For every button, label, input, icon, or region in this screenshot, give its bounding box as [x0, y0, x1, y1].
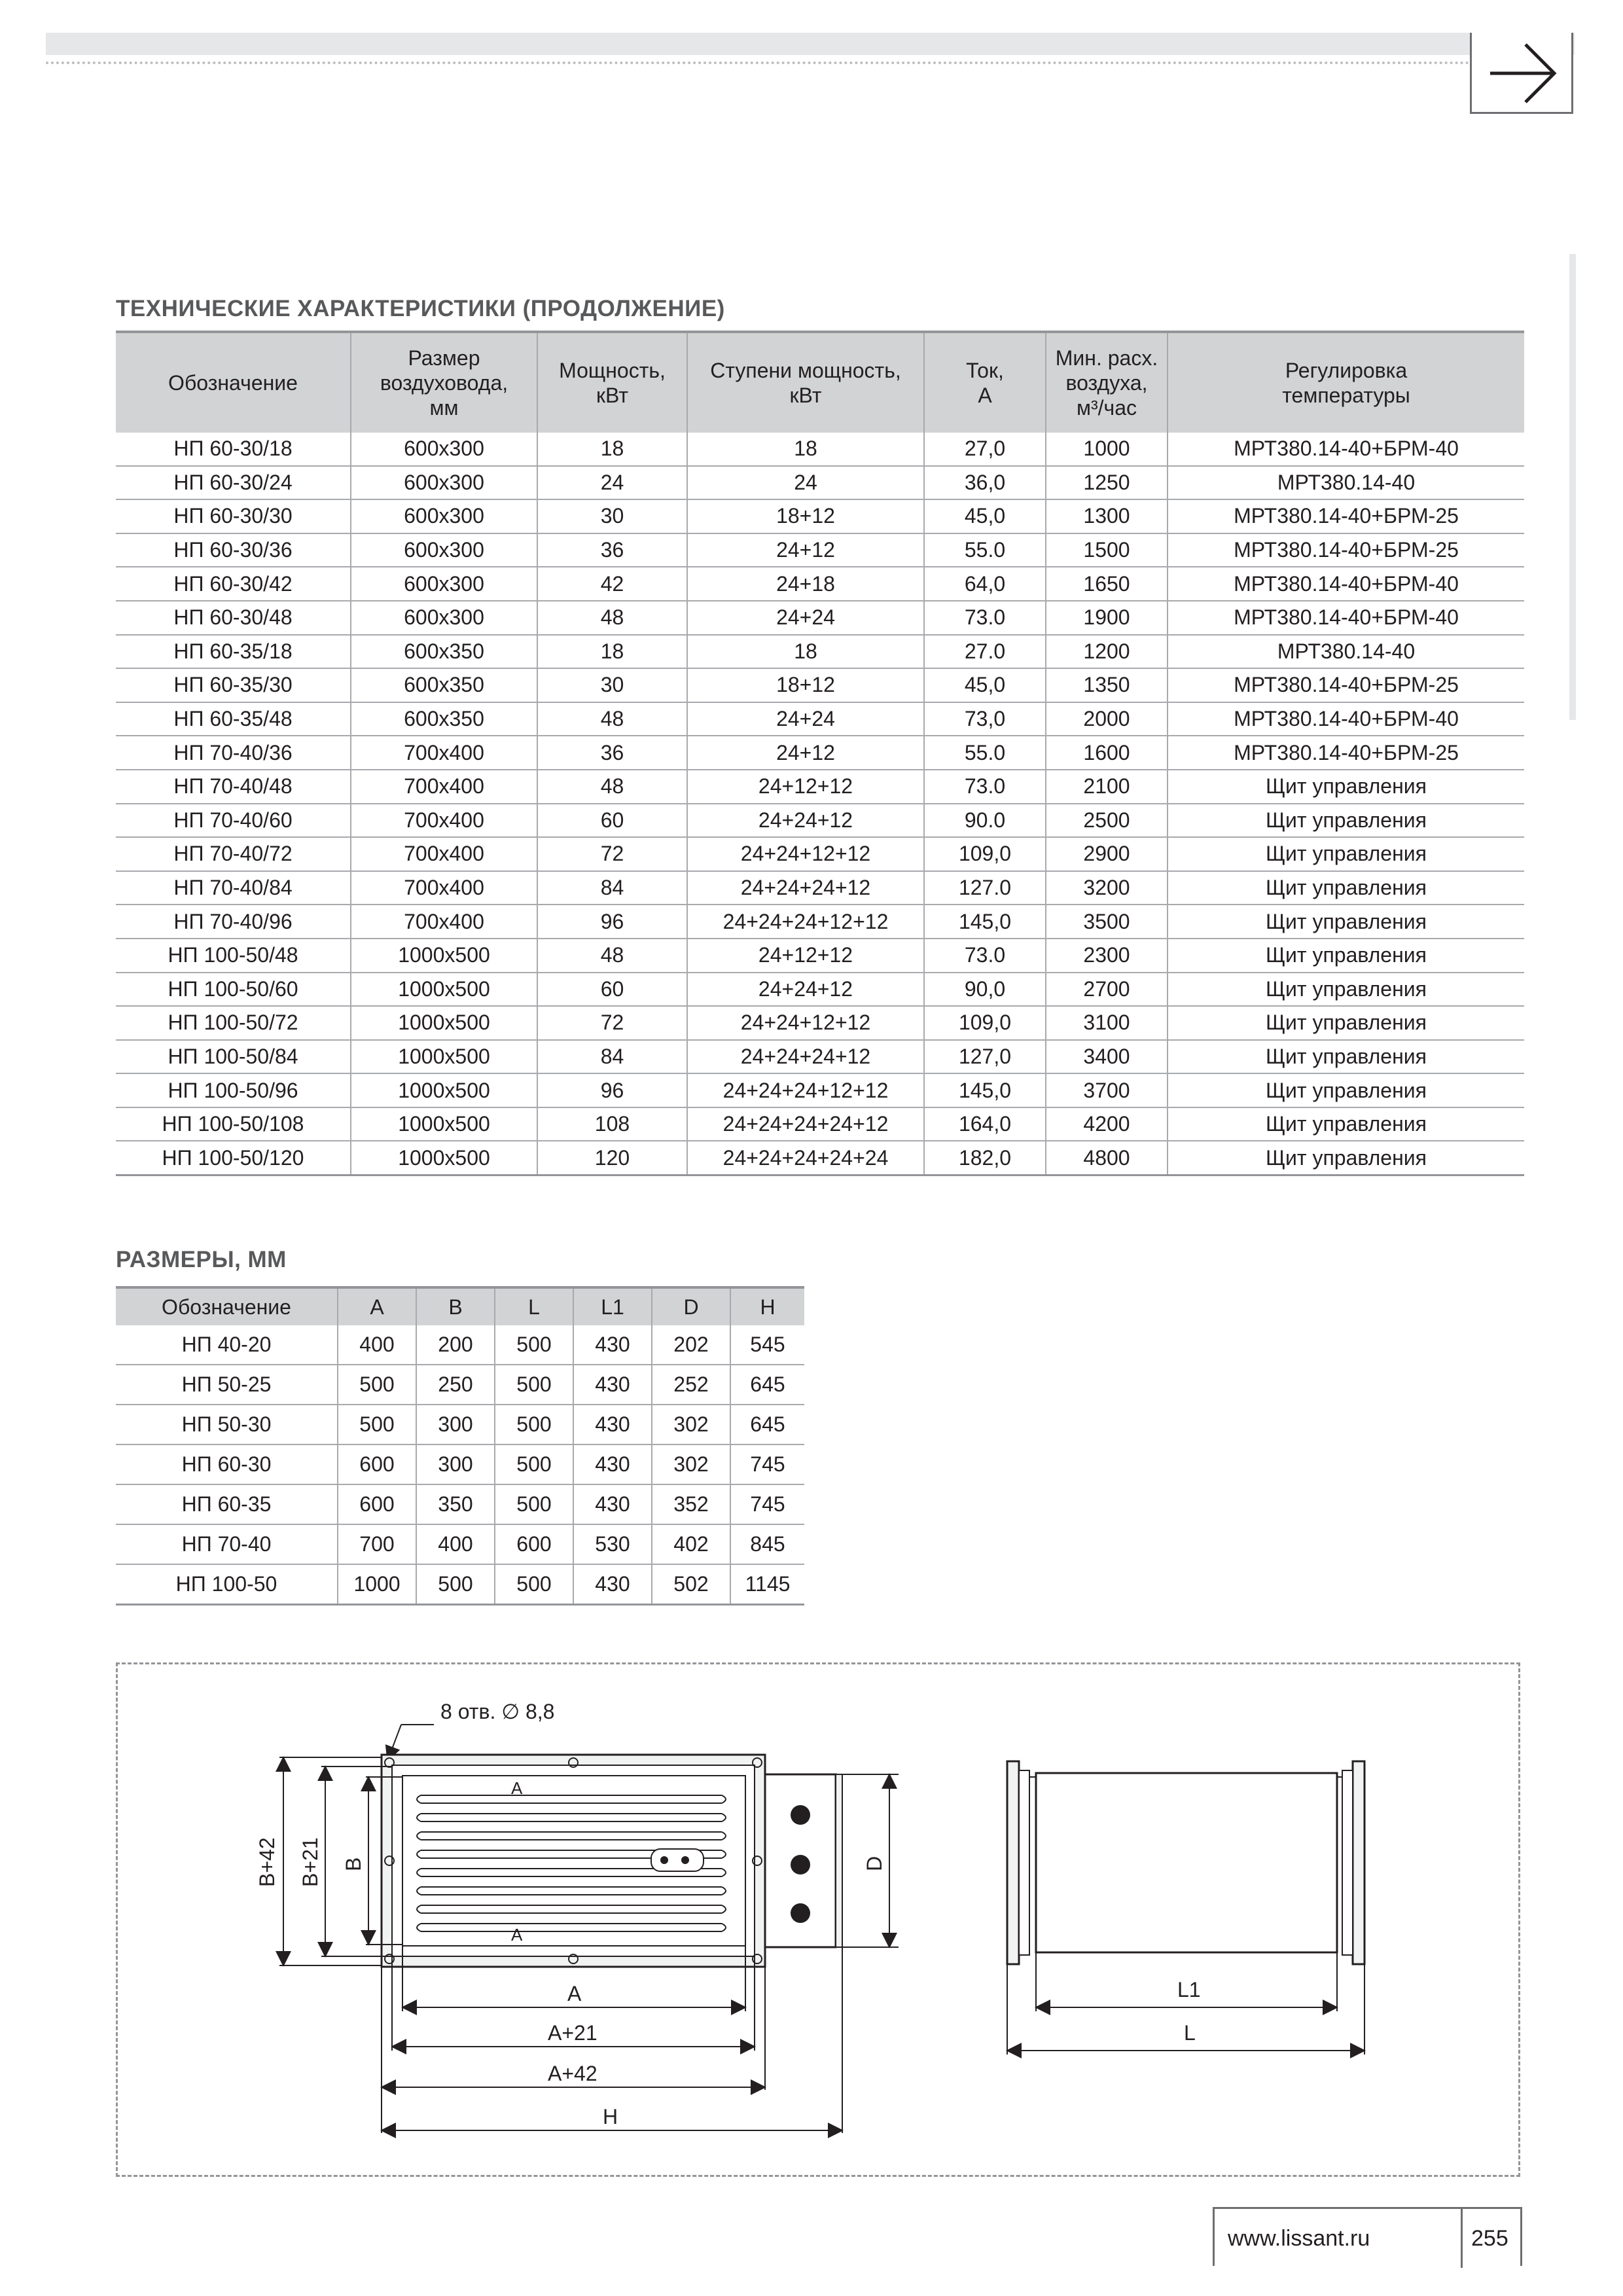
- heater-front-view: [382, 1755, 842, 1967]
- column-header-line: Размер: [408, 346, 480, 370]
- table-cell: НП 50-25: [116, 1365, 338, 1405]
- table-cell: НП 100-50/120: [116, 1141, 351, 1175]
- table-cell: 430: [573, 1405, 652, 1444]
- table-cell: 48: [537, 601, 687, 635]
- table-cell: Щит управления: [1168, 804, 1524, 838]
- table-cell: 1200: [1046, 635, 1168, 669]
- table-cell: 24+12: [687, 533, 924, 567]
- table-cell: 60: [537, 973, 687, 1007]
- column-header: A: [338, 1287, 416, 1325]
- table-cell: 3700: [1046, 1073, 1168, 1107]
- dim-label-l: L: [1184, 2021, 1196, 2045]
- table-cell: Щит управления: [1168, 871, 1524, 905]
- table-cell: 700x400: [351, 837, 537, 871]
- table-cell: 73.0: [924, 770, 1046, 804]
- table-row: [116, 905, 1524, 939]
- table-cell: 18: [687, 635, 924, 669]
- page-footer: [1213, 2207, 1522, 2266]
- dim-label-b21: B+21: [298, 1837, 322, 1887]
- website-link[interactable]: www.lissant.ru: [1228, 2226, 1370, 2251]
- table-cell: 30: [537, 499, 687, 533]
- table-cell: НП 50-30: [116, 1405, 338, 1444]
- table-row: [116, 1325, 804, 1365]
- table-cell: 90,0: [924, 973, 1046, 1007]
- table-cell: Щит управления: [1168, 1040, 1524, 1074]
- table-cell: 24+24+24+24+24: [687, 1141, 924, 1175]
- column-header-line: Мощность,: [559, 359, 666, 382]
- table-cell: 18+12: [687, 499, 924, 533]
- table-row: [116, 871, 1524, 905]
- table-cell: 24+24: [687, 601, 924, 635]
- table-cell: Щит управления: [1168, 939, 1524, 973]
- table-cell: 430: [573, 1325, 652, 1365]
- table-cell: 72: [537, 837, 687, 871]
- table-cell: 3100: [1046, 1006, 1168, 1040]
- table-cell: НП 60-30/24: [116, 466, 351, 500]
- table-cell: НП 60-35/18: [116, 635, 351, 669]
- table-cell: 745: [730, 1484, 804, 1524]
- table-cell: 600x350: [351, 702, 537, 736]
- table-cell: 45,0: [924, 668, 1046, 702]
- table-cell: Щит управления: [1168, 837, 1524, 871]
- column-header-line: мм: [429, 396, 459, 420]
- table-cell: НП 100-50/60: [116, 973, 351, 1007]
- table-cell: МРТ380.14-40: [1168, 466, 1524, 500]
- table-cell: 1145: [730, 1564, 804, 1605]
- table-cell: 27.0: [924, 635, 1046, 669]
- table-cell: 700x400: [351, 804, 537, 838]
- column-header: [116, 332, 351, 433]
- table-cell: 545: [730, 1325, 804, 1365]
- table-cell: МРТ380.14-40+БРМ-40: [1168, 567, 1524, 601]
- table-cell: 73.0: [924, 601, 1046, 635]
- table-cell: 18: [537, 433, 687, 466]
- table-cell: 402: [652, 1524, 730, 1564]
- table-row: [116, 533, 1524, 567]
- header-bar: [46, 33, 1575, 55]
- table-cell: 500: [495, 1365, 573, 1405]
- table-cell: Щит управления: [1168, 1006, 1524, 1040]
- table-cell: 600x300: [351, 601, 537, 635]
- column-header: [351, 332, 537, 433]
- holes-label: 8 отв. ∅ 8,8: [440, 1700, 555, 1723]
- table-cell: 24+24: [687, 702, 924, 736]
- table-cell: 845: [730, 1524, 804, 1564]
- table-cell: 24+24+24+24+12: [687, 1107, 924, 1141]
- table-cell: Щит управления: [1168, 973, 1524, 1007]
- table-cell: 1350: [1046, 668, 1168, 702]
- tech-table-title: ТЕХНИЧЕСКИЕ ХАРАКТЕРИСТИКИ (ПРОДОЛЖЕНИЕ): [116, 296, 725, 321]
- dims-table-title: РАЗМЕРЫ, ММ: [116, 1247, 287, 1272]
- table-cell: 600x300: [351, 567, 537, 601]
- table-cell: 1900: [1046, 601, 1168, 635]
- table-cell: МРТ380.14-40+БРМ-40: [1168, 433, 1524, 466]
- table-cell: 700x400: [351, 871, 537, 905]
- column-header: L1: [573, 1287, 652, 1325]
- column-header: H: [730, 1287, 804, 1325]
- table-cell: 1650: [1046, 567, 1168, 601]
- table-cell: 24+24+12: [687, 804, 924, 838]
- table-row: [116, 1484, 804, 1524]
- table-cell: НП 60-30: [116, 1444, 338, 1484]
- table-cell: 300: [416, 1405, 495, 1444]
- table-cell: МРТ380.14-40+БРМ-25: [1168, 499, 1524, 533]
- table-cell: 600x300: [351, 533, 537, 567]
- table-header-row: [116, 332, 1524, 433]
- table-cell: 3200: [1046, 871, 1168, 905]
- table-cell: 84: [537, 871, 687, 905]
- table-cell: 120: [537, 1141, 687, 1175]
- table-cell: 127,0: [924, 1040, 1046, 1074]
- table-cell: 2900: [1046, 837, 1168, 871]
- table-row: [116, 499, 1524, 533]
- dim-label-a42: A+42: [548, 2062, 597, 2085]
- table-cell: 300: [416, 1444, 495, 1484]
- table-cell: 645: [730, 1405, 804, 1444]
- page-number: 255: [1471, 2226, 1508, 2251]
- table-cell: 24+24+12+12: [687, 1006, 924, 1040]
- table-cell: НП 100-50/108: [116, 1107, 351, 1141]
- table-row: [116, 668, 1524, 702]
- table-cell: 24+12+12: [687, 770, 924, 804]
- dim-label-b: B: [342, 1857, 365, 1871]
- table-cell: 1000: [338, 1564, 416, 1605]
- table-cell: 96: [537, 905, 687, 939]
- table-cell: 700x400: [351, 736, 537, 770]
- table-row: [116, 1107, 1524, 1141]
- table-cell: 2500: [1046, 804, 1168, 838]
- table-cell: 250: [416, 1365, 495, 1405]
- table-cell: Щит управления: [1168, 1107, 1524, 1141]
- table-cell: Щит управления: [1168, 1073, 1524, 1107]
- table-cell: НП 60-30/42: [116, 567, 351, 601]
- table-row: [116, 635, 1524, 669]
- technical-drawing-frame: [116, 1662, 1520, 2177]
- heater-side-view: [1007, 1761, 1364, 1964]
- table-cell: 2300: [1046, 939, 1168, 973]
- table-row: [116, 1524, 804, 1564]
- table-cell: 430: [573, 1484, 652, 1524]
- table-cell: НП 60-30/48: [116, 601, 351, 635]
- table-cell: НП 70-40/60: [116, 804, 351, 838]
- table-cell: 500: [416, 1564, 495, 1605]
- column-header-line: Обозначение: [168, 371, 298, 395]
- table-cell: 1300: [1046, 499, 1168, 533]
- column-header-line: Ток,: [966, 359, 1004, 382]
- table-cell: 73.0: [924, 939, 1046, 973]
- dim-label-h: H: [603, 2105, 618, 2128]
- table-cell: НП 70-40/36: [116, 736, 351, 770]
- table-cell: НП 70-40/72: [116, 837, 351, 871]
- table-row: [116, 804, 1524, 838]
- table-cell: 700: [338, 1524, 416, 1564]
- table-cell: 4200: [1046, 1107, 1168, 1141]
- table-cell: 48: [537, 770, 687, 804]
- table-cell: 600: [338, 1444, 416, 1484]
- table-cell: 2000: [1046, 702, 1168, 736]
- table-cell: 1250: [1046, 466, 1168, 500]
- column-header: [1046, 332, 1168, 433]
- table-row: [116, 1365, 804, 1405]
- table-row: [116, 973, 1524, 1007]
- table-row: [116, 702, 1524, 736]
- column-header: L: [495, 1287, 573, 1325]
- column-header-line: Регулировка: [1285, 359, 1408, 382]
- dim-label-b42: B+42: [255, 1837, 279, 1887]
- table-cell: 36: [537, 736, 687, 770]
- table-cell: 64,0: [924, 567, 1046, 601]
- table-cell: 430: [573, 1365, 652, 1405]
- table-cell: 3400: [1046, 1040, 1168, 1074]
- table-row: [116, 1006, 1524, 1040]
- table-cell: 202: [652, 1325, 730, 1365]
- dim-label-d: D: [863, 1856, 886, 1871]
- column-header-line: температуры: [1282, 384, 1410, 407]
- table-cell: 1000: [1046, 433, 1168, 466]
- table-cell: 302: [652, 1405, 730, 1444]
- arrow-right-icon: [1485, 38, 1561, 109]
- table-cell: МРТ380.14-40: [1168, 635, 1524, 669]
- table-cell: 1000x500: [351, 1107, 537, 1141]
- table-row: [116, 466, 1524, 500]
- section-mark-top: A: [511, 1778, 523, 1798]
- table-row: [116, 1564, 804, 1605]
- table-cell: 352: [652, 1484, 730, 1524]
- dim-label-l1: L1: [1177, 1978, 1201, 2001]
- table-row: [116, 770, 1524, 804]
- footer-divider: [1461, 2209, 1463, 2268]
- column-header: [537, 332, 687, 433]
- table-cell: Щит управления: [1168, 905, 1524, 939]
- table-cell: 108: [537, 1107, 687, 1141]
- table-row: [116, 1073, 1524, 1107]
- table-row: [116, 1141, 1524, 1175]
- table-cell: 42: [537, 567, 687, 601]
- table-cell: 645: [730, 1365, 804, 1405]
- table-cell: НП 100-50/72: [116, 1006, 351, 1040]
- table-cell: 96: [537, 1073, 687, 1107]
- table-cell: НП 60-35/48: [116, 702, 351, 736]
- table-cell: НП 60-30/30: [116, 499, 351, 533]
- table-cell: НП 100-50/84: [116, 1040, 351, 1074]
- table-cell: 400: [416, 1524, 495, 1564]
- table-cell: 109,0: [924, 837, 1046, 871]
- table-cell: НП 70-40/48: [116, 770, 351, 804]
- table-cell: 2100: [1046, 770, 1168, 804]
- table-cell: 1000x500: [351, 1141, 537, 1175]
- column-header: [687, 332, 924, 433]
- table-row: [116, 939, 1524, 973]
- table-cell: 24+24+24+12: [687, 1040, 924, 1074]
- table-header-row: [116, 1287, 804, 1325]
- table-cell: 2700: [1046, 973, 1168, 1007]
- table-cell: 302: [652, 1444, 730, 1484]
- table-cell: 500: [495, 1484, 573, 1524]
- table-cell: 400: [338, 1325, 416, 1365]
- table-cell: 72: [537, 1006, 687, 1040]
- column-header: D: [652, 1287, 730, 1325]
- table-cell: МРТ380.14-40+БРМ-25: [1168, 736, 1524, 770]
- table-row: [116, 736, 1524, 770]
- next-page-button[interactable]: [1470, 33, 1573, 114]
- table-cell: 24+24+24+12: [687, 871, 924, 905]
- table-cell: НП 70-40/84: [116, 871, 351, 905]
- table-row: [116, 1444, 804, 1484]
- column-header-line: кВт: [789, 384, 822, 407]
- tech-specs-table: [116, 331, 1524, 1176]
- column-header-line: кВт: [596, 384, 628, 407]
- dim-label-a21: A+21: [548, 2021, 597, 2045]
- table-cell: 530: [573, 1524, 652, 1564]
- table-cell: 127.0: [924, 871, 1046, 905]
- table-cell: 45,0: [924, 499, 1046, 533]
- table-cell: НП 100-50/96: [116, 1073, 351, 1107]
- table-cell: 109,0: [924, 1006, 1046, 1040]
- table-cell: 600x300: [351, 466, 537, 500]
- table-cell: 1000x500: [351, 1006, 537, 1040]
- table-cell: 500: [495, 1444, 573, 1484]
- column-header: [924, 332, 1046, 433]
- column-header: B: [416, 1287, 495, 1325]
- table-row: [116, 1040, 1524, 1074]
- table-cell: 600x300: [351, 499, 537, 533]
- table-cell: 430: [573, 1444, 652, 1484]
- dim-label-a: A: [567, 1982, 582, 2005]
- table-cell: 1000x500: [351, 973, 537, 1007]
- column-header-line: А: [978, 384, 992, 407]
- table-cell: 73,0: [924, 702, 1046, 736]
- table-cell: 164,0: [924, 1107, 1046, 1141]
- table-row: [116, 567, 1524, 601]
- table-cell: 1000x500: [351, 1073, 537, 1107]
- table-cell: 500: [495, 1564, 573, 1605]
- table-cell: 700x400: [351, 770, 537, 804]
- table-cell: 350: [416, 1484, 495, 1524]
- column-header-line: Мин. расх.: [1055, 346, 1158, 370]
- table-cell: 60: [537, 804, 687, 838]
- table-cell: 24: [687, 466, 924, 500]
- table-cell: 24: [537, 466, 687, 500]
- column-header: Обозначение: [116, 1287, 338, 1325]
- column-header-line: м³/час: [1076, 396, 1137, 420]
- table-cell: НП 70-40: [116, 1524, 338, 1564]
- table-cell: 24+24+12: [687, 973, 924, 1007]
- table-row: [116, 837, 1524, 871]
- table-cell: 24+18: [687, 567, 924, 601]
- table-cell: 24+12+12: [687, 939, 924, 973]
- table-cell: НП 60-30/36: [116, 533, 351, 567]
- table-cell: НП 40-20: [116, 1325, 338, 1365]
- table-cell: 55.0: [924, 533, 1046, 567]
- table-cell: 18: [537, 635, 687, 669]
- table-cell: НП 60-30/18: [116, 433, 351, 466]
- table-cell: 500: [338, 1405, 416, 1444]
- table-cell: 1000x500: [351, 1040, 537, 1074]
- table-cell: НП 100-50: [116, 1564, 338, 1605]
- table-cell: 18+12: [687, 668, 924, 702]
- section-mark-bottom: A: [511, 1925, 523, 1945]
- scroll-indicator: [1569, 254, 1576, 720]
- table-cell: 500: [338, 1365, 416, 1405]
- table-cell: 1600: [1046, 736, 1168, 770]
- table-cell: 84: [537, 1040, 687, 1074]
- table-cell: 24+24+24+12+12: [687, 1073, 924, 1107]
- table-cell: МРТ380.14-40+БРМ-25: [1168, 533, 1524, 567]
- table-cell: 4800: [1046, 1141, 1168, 1175]
- table-cell: Щит управления: [1168, 1141, 1524, 1175]
- table-cell: МРТ380.14-40+БРМ-40: [1168, 601, 1524, 635]
- table-cell: 90.0: [924, 804, 1046, 838]
- table-cell: 24+24+24+12+12: [687, 905, 924, 939]
- table-cell: 145,0: [924, 1073, 1046, 1107]
- table-cell: 600x350: [351, 635, 537, 669]
- table-row: [116, 1405, 804, 1444]
- table-row: [116, 433, 1524, 466]
- table-cell: МРТ380.14-40+БРМ-40: [1168, 702, 1524, 736]
- column-header-line: Ступени мощность,: [710, 359, 901, 382]
- table-cell: 55.0: [924, 736, 1046, 770]
- table-cell: 430: [573, 1564, 652, 1605]
- table-cell: 200: [416, 1325, 495, 1365]
- table-cell: 48: [537, 702, 687, 736]
- table-cell: 500: [495, 1325, 573, 1365]
- table-cell: 182,0: [924, 1141, 1046, 1175]
- column-header-line: воздуховода,: [380, 371, 508, 395]
- table-cell: 48: [537, 939, 687, 973]
- table-cell: 502: [652, 1564, 730, 1605]
- table-cell: НП 60-35: [116, 1484, 338, 1524]
- table-cell: 252: [652, 1365, 730, 1405]
- table-cell: НП 70-40/96: [116, 905, 351, 939]
- table-cell: 600x350: [351, 668, 537, 702]
- table-cell: 1000x500: [351, 939, 537, 973]
- table-cell: 36,0: [924, 466, 1046, 500]
- table-cell: 700x400: [351, 905, 537, 939]
- dimensions-table: [116, 1286, 804, 1605]
- table-cell: 1500: [1046, 533, 1168, 567]
- table-cell: 600x300: [351, 433, 537, 466]
- table-cell: 27,0: [924, 433, 1046, 466]
- table-cell: 600: [495, 1524, 573, 1564]
- table-row: [116, 601, 1524, 635]
- table-cell: НП 60-35/30: [116, 668, 351, 702]
- heater-dimension-drawing: [118, 1664, 1518, 2175]
- table-cell: 30: [537, 668, 687, 702]
- column-header: [1168, 332, 1524, 433]
- table-cell: НП 100-50/48: [116, 939, 351, 973]
- table-cell: 3500: [1046, 905, 1168, 939]
- table-cell: 18: [687, 433, 924, 466]
- header-dotted-rule: [46, 62, 1575, 64]
- table-cell: 24+24+12+12: [687, 837, 924, 871]
- table-cell: 36: [537, 533, 687, 567]
- table-cell: МРТ380.14-40+БРМ-25: [1168, 668, 1524, 702]
- table-cell: 500: [495, 1405, 573, 1444]
- table-cell: 600: [338, 1484, 416, 1524]
- column-header-line: воздуха,: [1065, 371, 1148, 395]
- table-cell: 745: [730, 1444, 804, 1484]
- table-cell: 145,0: [924, 905, 1046, 939]
- table-cell: 24+12: [687, 736, 924, 770]
- table-cell: Щит управления: [1168, 770, 1524, 804]
